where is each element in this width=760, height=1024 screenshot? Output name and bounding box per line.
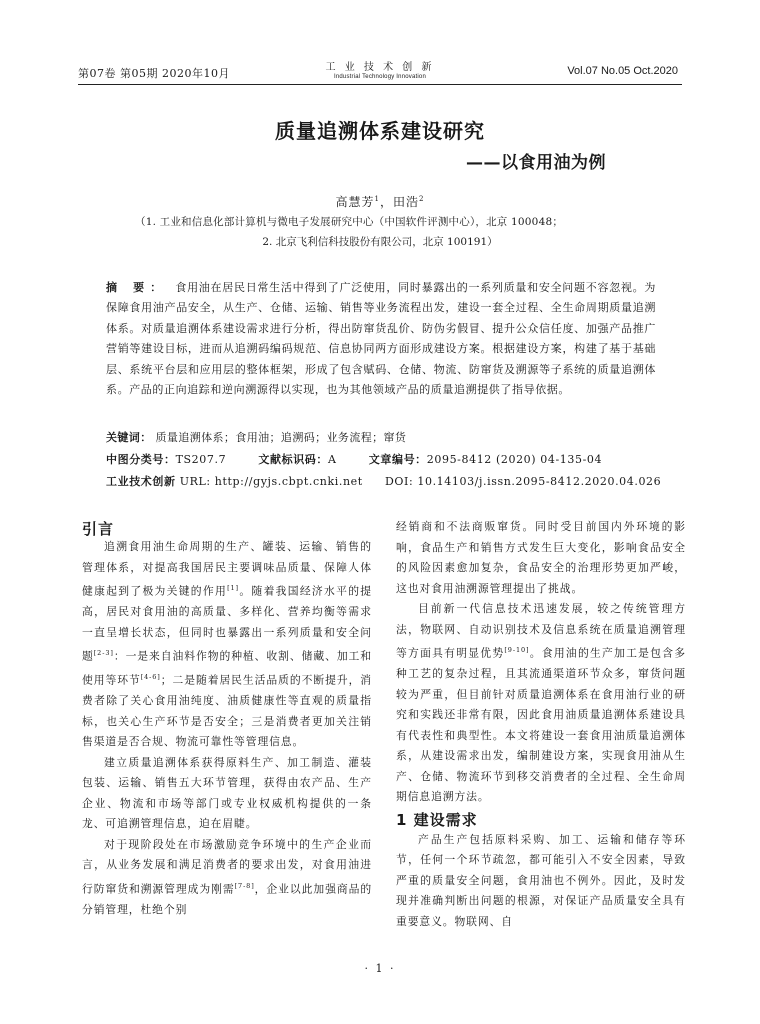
abstract-text: 食用油在居民日常生活中得到了广泛使用，同时暴露出的一系列质量和安全问题不容忽视。为保障食用油产品安全，从生产、仓储、运输、销售等业务流程出发，建设一套全过程、全生命周期质量追溯体系。对质量追溯体系建设需求进行分析，得出防窜货乱价、防伪劣假冒、提升公众信任度、加强产品推广营销等建设目标，进而从追溯码编码规范、信息协同两方面形成建设方案。根据建设方案，构建了基于基础层、系统平台层和应用层的整体框架，形成了包含赋码、仓储、物流、防窜货及溯源等子系统的质量追溯体系。产品的正向追踪和逆向溯源得以实现，也为其他领域产品的质量追溯提供了指导依据。 <box>106 281 656 397</box>
paragraph: 对于现阶段处在市场激励竞争环境中的生产企业而言，从业务发展和满足消费者的要求出发，对食用油进行防窜货和溯源管理成为刚需[7-8]，企业以此加强商品的分销管理，杜绝个别 <box>82 837 373 916</box>
clc-value: TS207.7 <box>175 453 227 466</box>
author-name: 田浩 <box>393 195 420 209</box>
article-subtitle: ——以食用油为例 <box>466 153 606 173</box>
journal-issue-info: 第07卷 第05期 2020年10月 <box>78 67 230 80</box>
doi[interactable]: DOI: 10.14103/j.issn.2095-8412.2020.04.026 <box>385 475 662 488</box>
author-affiliation-mark: 2 <box>419 195 425 203</box>
author-separator: ， <box>379 195 393 209</box>
journal-label: 工业技术创新 <box>106 475 176 488</box>
paragraph: 追溯食用油生命周期的生产、罐装、运输、销售的管理体系，对提高我国居民主要调味品质量、保障人体健康起到了极为关键的作用[1]。随着我国经济水平的提高，居民对食用油的高质量、多样化、营养均衡等需求一直呈增长状态，但同时也暴露出一系列质量和安全问题[2-3]：一是来自油料作物的种植、收割、储藏、加工和使用等环节[4-6]；二是随着居民生活品质的不断提升，消费者除了关心食用油纯度、油质健康性等直观的质量指标，也关心生产环节是否安全；三是消费者更加关注销售渠道是否合规、物流可靠性等管理信息。 <box>82 540 373 749</box>
section-heading-intro: 引言 <box>82 520 115 538</box>
author-affiliation-mark: 1 <box>374 195 380 203</box>
abstract-label: 摘 要： <box>106 281 168 294</box>
citation: [9-10] <box>504 646 530 654</box>
author-line <box>0 193 760 210</box>
citation: [7-8] <box>234 881 255 890</box>
paragraph: 经销商和不法商贩窜货。同时受目前国内外环境的影响，食品生产和销售方式发生巨大变化，影响食品安全的风险因素愈加复杂，食品安全的治理形势更加严峻，这也对食用油溯源管理提出了挑战。 <box>396 520 686 595</box>
keywords <box>106 429 406 445</box>
body-column-left <box>82 537 372 920</box>
affiliation-2: 2. 北京飞利信科技股份有限公司，北京 100191） <box>262 236 498 248</box>
abstract <box>106 278 656 400</box>
article-title: 质量追溯体系建设研究 <box>275 119 485 143</box>
citation: [2-3] <box>93 649 114 658</box>
affiliation-1: （1. 工业和信息化部计算机与微电子发展研究中心（中国软件评测中心），北京 100048； <box>135 216 564 228</box>
classification-line <box>106 451 602 467</box>
clc-label: 中图分类号： <box>106 453 176 466</box>
keywords-label: 关键词： <box>106 431 152 444</box>
doc-code-label: 文献标识码： <box>258 453 329 466</box>
body-column-right <box>396 517 686 932</box>
citation: [4-6] <box>140 673 161 682</box>
page-number: · 1 · <box>364 962 396 975</box>
paragraph: 建立质量追溯体系获得原料生产、加工制造、灌装包装、运输、销售五大环节管理，获得由农产品、生产企业、物流和市场等部门或专业权威机构提供的一条龙、可追溯管理信息，迫在眉睫。 <box>82 755 372 831</box>
paragraph: 目前新一代信息技术迅速发展，较之传统管理方法，物联网、自动识别技术及信息系统在质量追溯管理等方面具有明显优势[9-10]。食用油的生产加工是包含多种工艺的复杂过程，且其流通渠道环节众多，窜货问题较为严重，但目前针对质量追溯体系在食用油行业的研究和实践还非常有限，因此食用油质量追溯体系建设具有代表性和典型性。本文将建设一套食用油质量追溯体系，从建设需求出发，编制建设方案，实现食用油从生产、仓储、物流环节到移交消费者的全过程、全生命周期信息追溯方法。 <box>396 602 686 804</box>
citation: [1] <box>227 584 239 592</box>
header-divider <box>78 84 682 85</box>
section-heading-1: 1 建设需求 <box>396 810 478 829</box>
journal-name-en: Industrial Technology Innovation <box>333 74 426 80</box>
paragraph: 产品生产包括原料采购、加工、运输和储存等环节，任何一个环节疏忽，都可能引入不安全因素，导致严重的质量安全问题，食用油也不例外。因此，及时发现并准确判断出问题的根源，对保证产品质量安全具有重要意义。物联网、自 <box>396 832 686 928</box>
keywords-text: 质量追溯体系；食用油；追溯码；业务流程；窜货 <box>155 431 407 444</box>
author-name: 高慧芳 <box>335 195 375 209</box>
journal-url-line <box>106 473 661 489</box>
journal-url[interactable]: URL: http://gyjs.cbpt.cnki.net <box>179 475 363 488</box>
journal-volume-info: Vol.07 No.05 Oct.2020 <box>567 65 678 77</box>
article-number-value: 2095-8412 (2020) 04-135-04 <box>426 453 603 466</box>
journal-name-cn: 工 业 技 术 创 新 <box>325 62 435 73</box>
article-number-label: 文章编号： <box>368 453 427 466</box>
doc-code-value: A <box>328 453 337 466</box>
